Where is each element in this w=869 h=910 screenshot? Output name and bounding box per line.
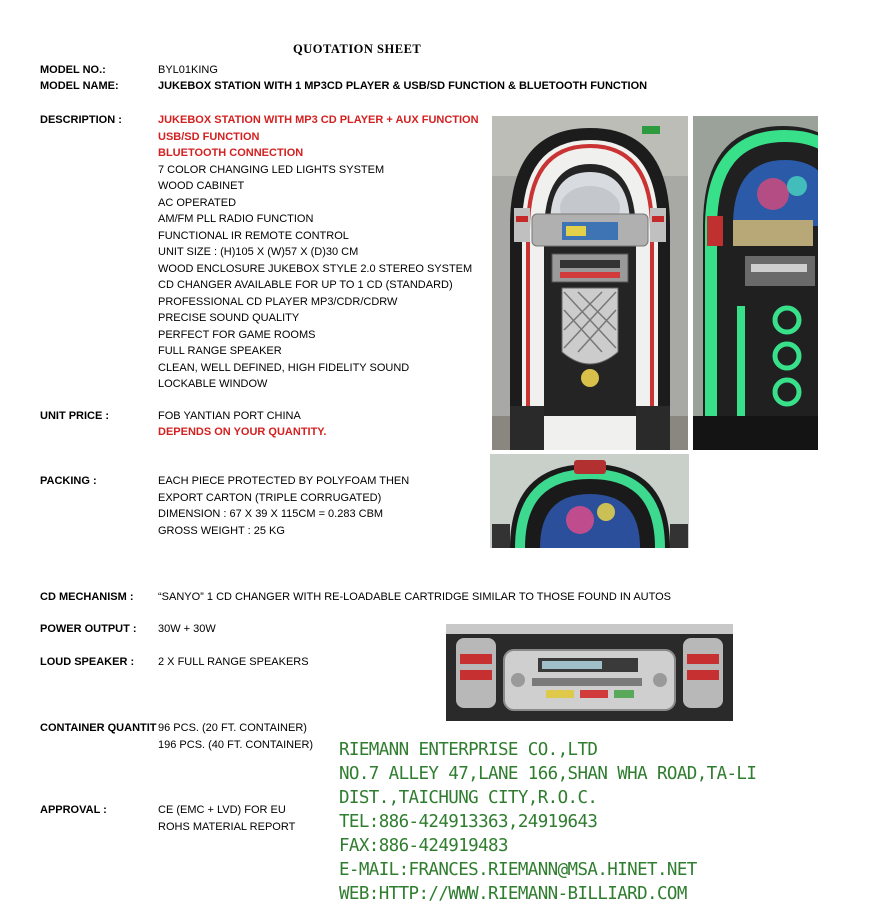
packing-line: GROSS WEIGHT : 25 KG	[158, 524, 285, 537]
description-line: LOCKABLE WINDOW	[158, 378, 268, 390]
description-line: FULL RANGE SPEAKER	[158, 345, 282, 357]
address-line: NO.7 ALLEY 47,LANE 166,SHAN WHA ROAD,TA-LI	[339, 764, 757, 784]
description-line: AC OPERATED	[158, 196, 237, 209]
packing-line: EXPORT CARTON (TRIPLE CORRUGATED)	[158, 491, 382, 504]
container-line: 196 PCS. (40 FT. CONTAINER)	[158, 739, 314, 751]
approval-label: APPROVAL :	[40, 804, 107, 816]
power-output-label: POWER OUTPUT :	[40, 623, 137, 635]
packing-line: DIMENSION : 67 X 39 X 115CM = 0.283 CBM	[158, 508, 384, 520]
model-no-value: BYL01KING	[158, 64, 218, 76]
approval-line: ROHS MATERIAL REPORT	[158, 821, 296, 833]
container-line: 96 PCS. (20 FT. CONTAINER)	[158, 722, 307, 734]
description-red-line: JUKEBOX STATION WITH MP3 CD PLAYER + AUX FUNCTION	[158, 114, 479, 126]
telephone: TEL:886-424913363,24919643	[339, 812, 598, 832]
description-line: FUNCTIONAL IR REMOTE CONTROL	[158, 229, 349, 242]
loud-speaker-value: 2 X FULL RANGE SPEAKERS	[158, 656, 309, 668]
description-line: PROFESSIONAL CD PLAYER MP3/CDR/CDRW	[158, 295, 398, 308]
description-line: WOOD ENCLOSURE JUKEBOX STYLE 2.0 STEREO SYSTEM	[158, 262, 473, 275]
packing-line: EACH PIECE PROTECTED BY POLYFOAM THEN	[158, 475, 410, 487]
packing-label: PACKING :	[40, 475, 97, 487]
model-no-label: MODEL NO.:	[40, 64, 106, 76]
approval-line: CE (EMC + LVD) FOR EU	[158, 804, 286, 816]
container-label: CONTAINER QUANTIT	[40, 722, 157, 734]
description-red-line: BLUETOOTH CONNECTION	[158, 147, 304, 159]
model-name-value: JUKEBOX STATION WITH 1 MP3CD PLAYER & USB/SD FUNCTION & BLUETOOTH FUNCTION	[158, 80, 648, 92]
email: E-MAIL:FRANCES.RIEMANN@MSA.HINET.NET	[339, 860, 697, 880]
jukebox-front-photo	[492, 116, 688, 450]
contact-block	[339, 738, 756, 906]
model-name-label: MODEL NAME:	[40, 80, 119, 92]
description-label: DESCRIPTION :	[40, 114, 122, 126]
description-red-line: USB/SD FUNCTION	[158, 130, 260, 143]
power-output-value: 30W + 30W	[158, 623, 216, 635]
jukebox-control-panel-photo	[446, 624, 733, 721]
description-line: 7 COLOR CHANGING LED LIGHTS SYSTEM	[158, 163, 385, 176]
description-line: CLEAN, WELL DEFINED, HIGH FIDELITY SOUND	[158, 361, 410, 374]
website: WEB:HTTP://WWW.RIEMANN-BILLIARD.COM	[339, 884, 687, 904]
loud-speaker-label: LOUD SPEAKER :	[40, 656, 135, 668]
page-title: QUOTATION SHEET	[293, 42, 422, 56]
cd-mechanism-label: CD MECHANISM :	[40, 591, 134, 603]
description-block	[158, 112, 479, 393]
cd-mechanism-value: “SANYO” 1 CD CHANGER WITH RE-LOADABLE CARTRIDGE SIMILAR TO THOSE FOUND IN AUTOS	[158, 591, 672, 603]
address-line: DIST.,TAICHUNG CITY,R.O.C.	[339, 788, 598, 808]
description-line: CD CHANGER AVAILABLE FOR UP TO 1 CD (STANDARD)	[158, 279, 453, 291]
unit-price-quantity-note: DEPENDS ON YOUR QUANTITY.	[158, 426, 327, 438]
unit-price-line: FOB YANTIAN PORT CHINA	[158, 410, 301, 422]
description-line: PERFECT FOR GAME ROOMS	[158, 328, 316, 341]
company-name: RIEMANN ENTERPRISE CO.,LTD	[339, 740, 598, 760]
description-line: AM/FM PLL RADIO FUNCTION	[158, 213, 314, 225]
unit-price-label: UNIT PRICE :	[40, 410, 110, 422]
packing-block	[158, 473, 409, 539]
description-line: PRECISE SOUND QUALITY	[158, 312, 300, 324]
description-line: WOOD CABINET	[158, 180, 245, 192]
jukebox-lit-photo	[693, 116, 818, 450]
jukebox-dome-photo	[490, 454, 689, 548]
description-line: UNIT SIZE : (H)105 X (W)57 X (D)30 CM	[158, 246, 359, 258]
fax: FAX:886-424919483	[339, 836, 508, 856]
